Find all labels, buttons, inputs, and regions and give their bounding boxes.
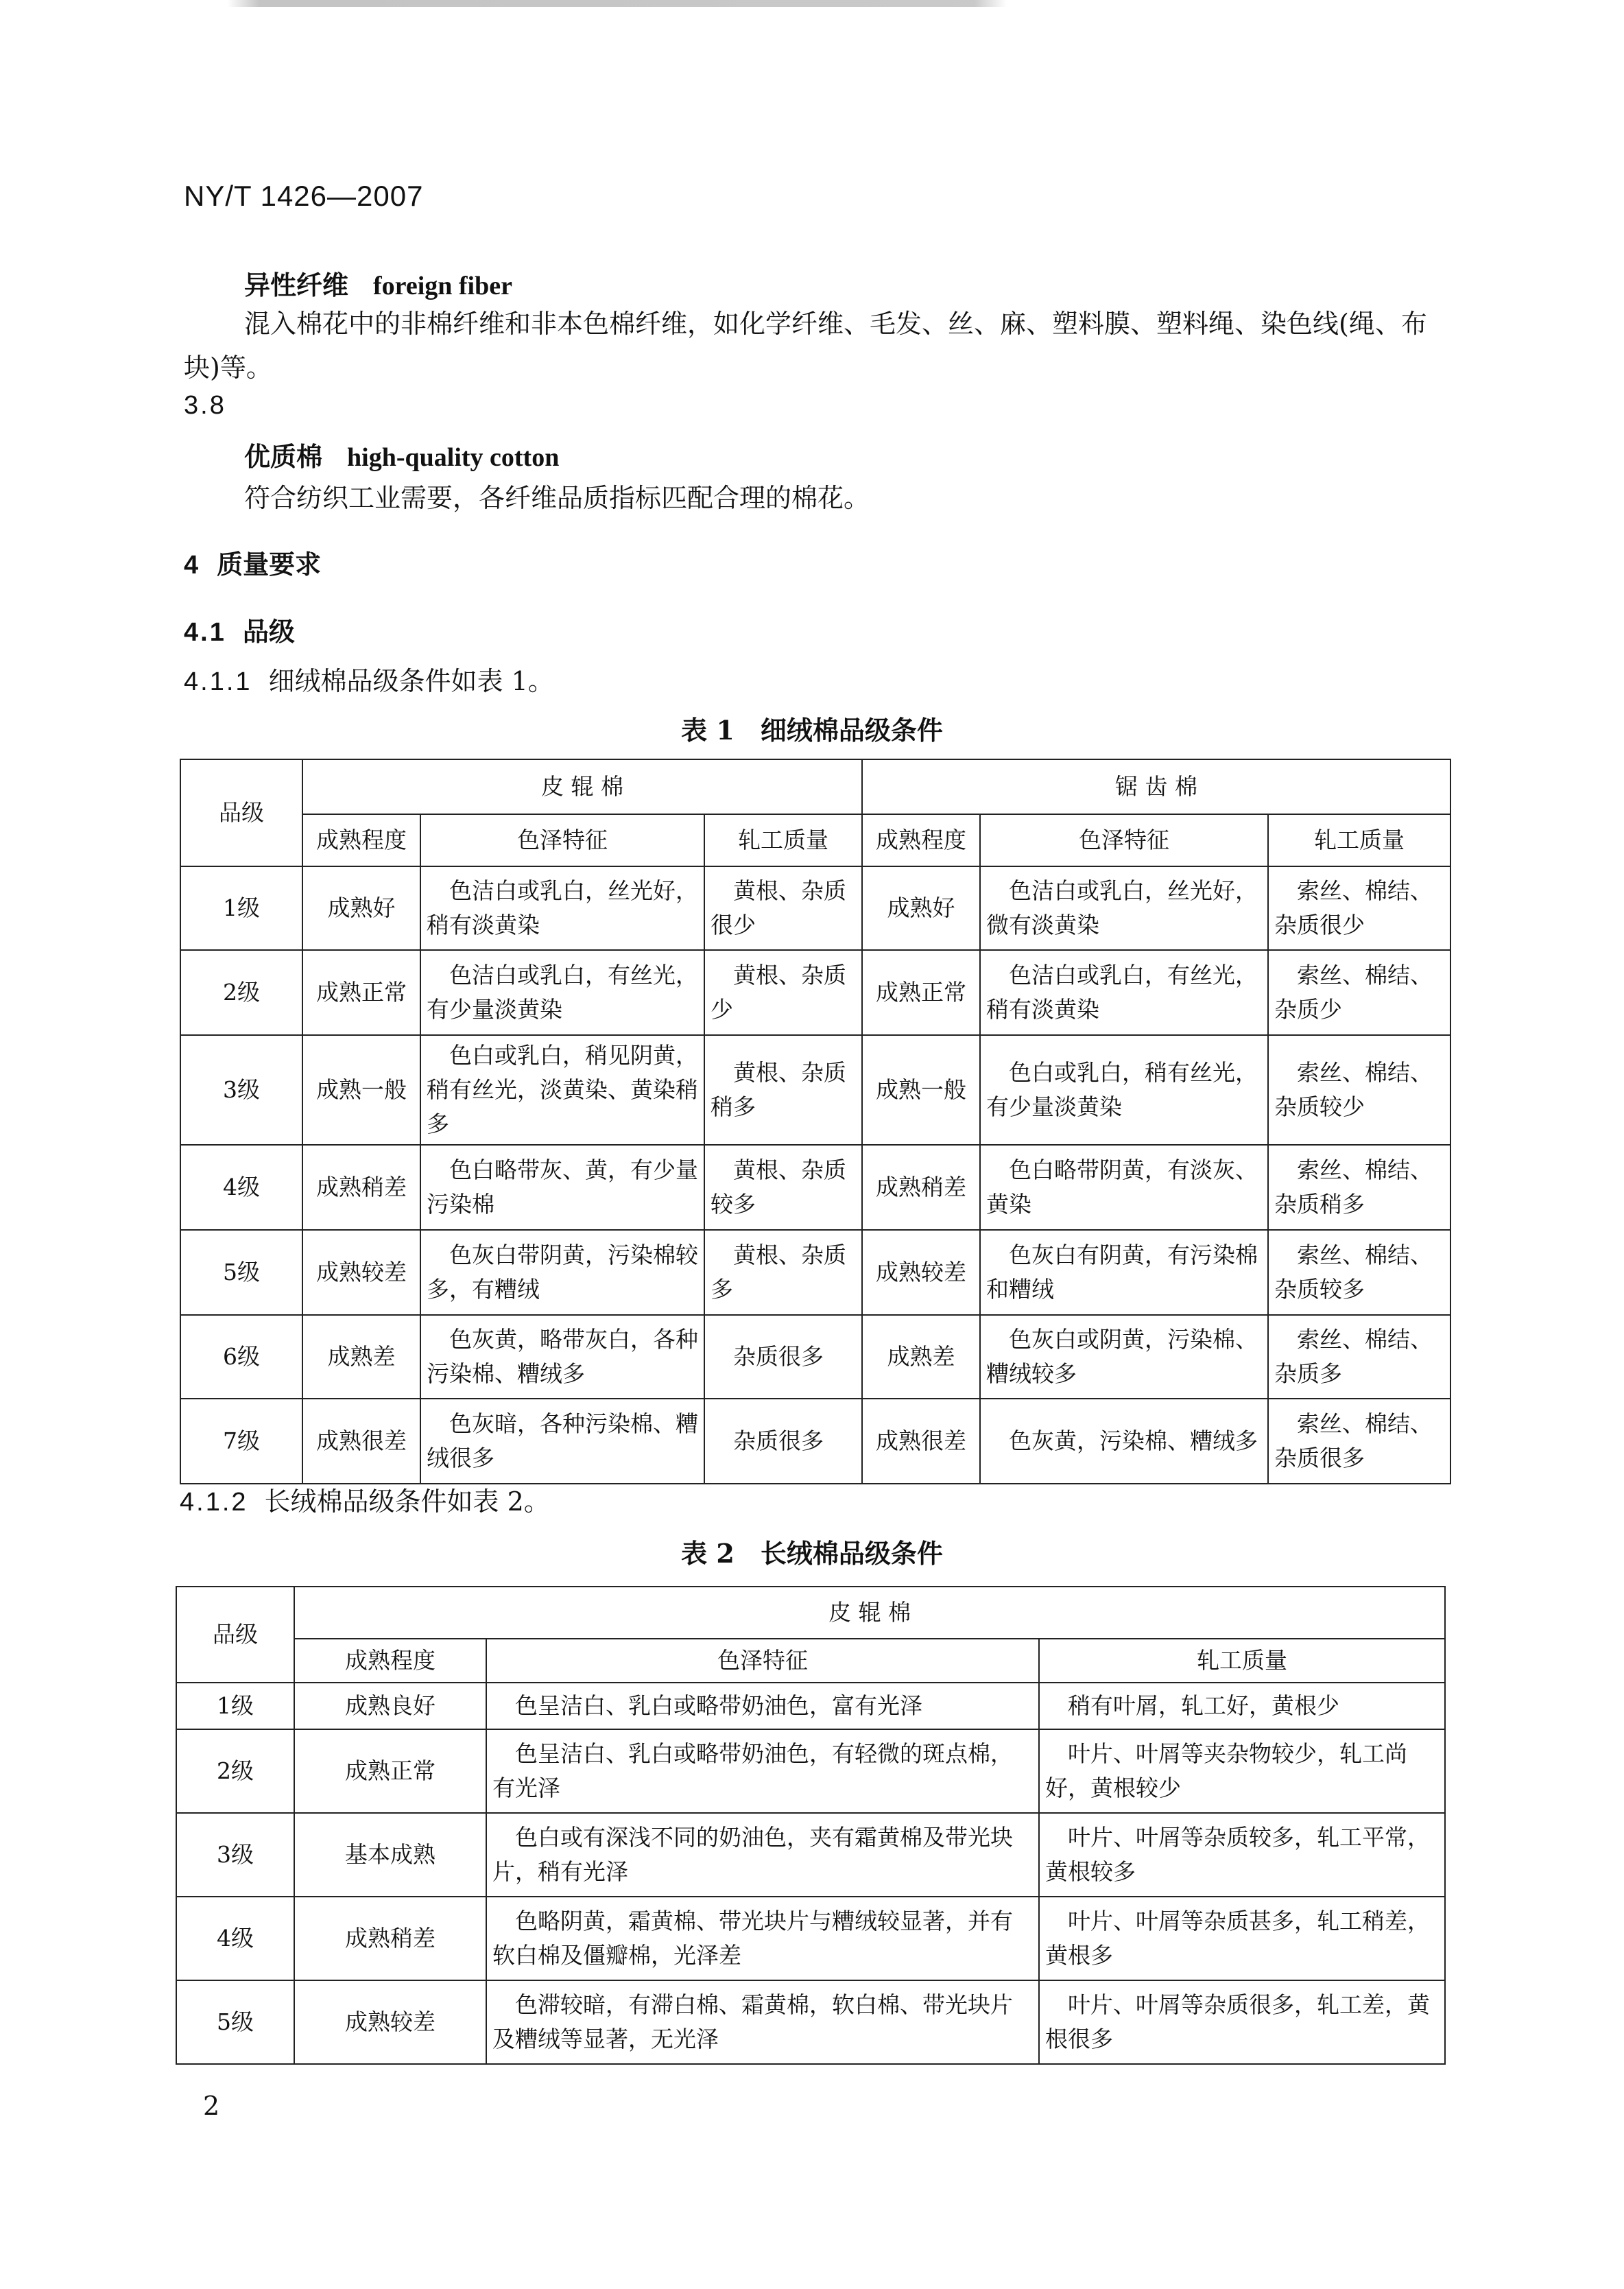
- table-cell-r-mat: 成熟很差: [302, 1399, 420, 1484]
- table-cell-r-color: 色灰暗，各种污染棉、糟绒很多: [420, 1399, 704, 1484]
- table-cell-s-gin: 索丝、棉结、杂质少: [1268, 950, 1450, 1035]
- term-foreign-fiber: [244, 264, 512, 302]
- table-cell-r-color: 色白略带灰、黄，有少量污染棉: [420, 1145, 704, 1230]
- table-cell-mat: 成熟较差: [294, 1980, 486, 2064]
- subsection-heading: [184, 610, 295, 648]
- section-number: 4.1: [184, 618, 226, 647]
- term-high-quality-cotton: [244, 436, 559, 473]
- table-cell-grade: 1级: [180, 866, 302, 950]
- table-cell-grade: 3级: [176, 1813, 294, 1897]
- col-maturity: 成熟程度: [862, 814, 980, 866]
- clause-number: 4.1.1: [184, 667, 252, 696]
- table-cell-s-color: 色白略带阴黄，有淡灰、黄染: [980, 1145, 1268, 1230]
- scan-top-edge: [0, 0, 1624, 7]
- grade-header: 品级: [176, 1587, 294, 1683]
- grade-header: 品级: [180, 759, 302, 866]
- clause-number: 4.1.2: [180, 1488, 248, 1517]
- table-row: [176, 1729, 1445, 1813]
- table-cell-r-gin: 黄根、杂质较多: [704, 1145, 862, 1230]
- table-row: [176, 1897, 1445, 1980]
- table-cell-grade: 6级: [180, 1315, 302, 1399]
- table-cell-s-mat: 成熟差: [862, 1315, 980, 1399]
- table2-caption: 表 2 长绒棉品级条件: [681, 1538, 943, 1569]
- table-cell-s-gin: 索丝、棉结、杂质很多: [1268, 1399, 1450, 1484]
- section-title: 品级: [242, 616, 295, 647]
- table-cell-r-mat: 成熟差: [302, 1315, 420, 1399]
- table-cell-mat: 成熟正常: [294, 1729, 486, 1813]
- term-en: high-quality cotton: [347, 443, 560, 472]
- table-cell-r-mat: 成熟一般: [302, 1035, 420, 1145]
- roller-ginned-header: 皮 辊 棉: [302, 759, 862, 814]
- table-cell-gin: 叶片、叶屑等杂质甚多，轧工稍差，黄根多: [1039, 1897, 1445, 1980]
- table-cell-r-mat: 成熟正常: [302, 950, 420, 1035]
- table-cell-s-color: 色白或乳白，稍有丝光，有少量淡黄染: [980, 1035, 1268, 1145]
- table-row: [180, 1399, 1450, 1484]
- table-cell-color: 色略阴黄，霜黄棉、带光块片与糟绒较显著，并有软白棉及僵瓣棉，光泽差: [486, 1897, 1039, 1980]
- table-cell-r-color: 色白或乳白，稍见阴黄，稍有丝光，淡黄染、黄染稍多: [420, 1035, 704, 1145]
- col-ginning: 轧工质量: [1268, 814, 1450, 866]
- table-cell-s-mat: 成熟一般: [862, 1035, 980, 1145]
- term-en: foreign fiber: [373, 272, 512, 300]
- term-cn: 优质棉: [244, 441, 323, 472]
- col-ginning: 轧工质量: [704, 814, 862, 866]
- col-maturity: 成熟程度: [294, 1639, 486, 1683]
- table-cell-grade: 3级: [180, 1035, 302, 1145]
- section-number: 4: [184, 551, 201, 580]
- col-color: 色泽特征: [486, 1639, 1039, 1683]
- table-cell-r-gin: 黄根、杂质多: [704, 1230, 862, 1315]
- table-cell-gin: 叶片、叶屑等杂质较多，轧工平常，黄根较多: [1039, 1813, 1445, 1897]
- col-maturity: 成熟程度: [302, 814, 420, 866]
- table-cell-gin: 叶片、叶屑等杂质很多，轧工差，黄根很多: [1039, 1980, 1445, 2064]
- table-cell-s-color: 色灰白有阴黄，有污染棉和糟绒: [980, 1230, 1268, 1315]
- table-cell-r-mat: 成熟好: [302, 866, 420, 950]
- term-cn: 异性纤维: [244, 270, 349, 300]
- table-cell-s-gin: 索丝、棉结、杂质较少: [1268, 1035, 1450, 1145]
- clause-411: [184, 660, 554, 698]
- table-cell-s-gin: 索丝、棉结、杂质较多: [1268, 1230, 1450, 1315]
- table-row: [176, 1813, 1445, 1897]
- table-cell-s-mat: 成熟好: [862, 866, 980, 950]
- table-cell-color: 色呈洁白、乳白或略带奶油色，有轻微的斑点棉，有光泽: [486, 1729, 1039, 1813]
- table-cell-r-gin: 黄根、杂质少: [704, 950, 862, 1035]
- table-cell-r-color: 色灰白带阴黄，污染棉较多，有糟绒: [420, 1230, 704, 1315]
- table-cell-r-mat: 成熟稍差: [302, 1145, 420, 1230]
- table-cell-grade: 5级: [176, 1980, 294, 2064]
- table-cell-s-mat: 成熟正常: [862, 950, 980, 1035]
- table-cell-r-gin: 黄根、杂质很少: [704, 866, 862, 950]
- table-row: [180, 1145, 1450, 1230]
- table-cell-grade: 4级: [176, 1897, 294, 1980]
- table-cell-r-mat: 成熟较差: [302, 1230, 420, 1315]
- col-ginning: 轧工质量: [1039, 1639, 1445, 1683]
- table-cell-r-color: 色灰黄，略带灰白，各种污染棉、糟绒多: [420, 1315, 704, 1399]
- table-cell-r-color: 色洁白或乳白，有丝光，有少量淡黄染: [420, 950, 704, 1035]
- table-cell-s-gin: 索丝、棉结、杂质稍多: [1268, 1145, 1450, 1230]
- clause-text: 细绒棉品级条件如表 1。: [268, 666, 554, 696]
- col-color: 色泽特征: [980, 814, 1268, 866]
- clause-412: [180, 1480, 550, 1518]
- table-cell-s-color: 色洁白或乳白，丝光好，微有淡黄染: [980, 866, 1268, 950]
- table-cell-grade: 2级: [176, 1729, 294, 1813]
- table-row: [176, 1683, 1445, 1729]
- standard-number: NY/T 1426—2007: [184, 180, 424, 212]
- table-row: [180, 950, 1450, 1035]
- definition-text: 符合纺织工业需要，各纤维品质指标匹配合理的棉花。: [244, 483, 870, 513]
- saw-ginned-header: 锯 齿 棉: [862, 759, 1450, 814]
- table-cell-mat: 成熟良好: [294, 1683, 486, 1729]
- table-cell-gin: 叶片、叶屑等夹杂物较少，轧工尚好，黄根较少: [1039, 1729, 1445, 1813]
- table-cell-mat: 基本成熟: [294, 1813, 486, 1897]
- table-cell-s-color: 色灰黄，污染棉、糟绒多: [980, 1399, 1268, 1484]
- table-cell-s-color: 色灰白或阴黄，污染棉、糟绒较多: [980, 1315, 1268, 1399]
- table-cell-color: 色白或有深浅不同的奶油色，夹有霜黄棉及带光块片，稍有光泽: [486, 1813, 1039, 1897]
- page-number: 2: [203, 2091, 220, 2121]
- table-cell-color: 色滞较暗，有滞白棉、霜黄棉，软白棉、带光块片及糟绒等显著，无光泽: [486, 1980, 1039, 2064]
- section-heading: [184, 543, 321, 581]
- table-cell-gin: 稍有叶屑，轧工好，黄根少: [1039, 1683, 1445, 1729]
- table1-caption: 表 1 细绒棉品级条件: [681, 715, 943, 746]
- table-cell-s-mat: 成熟稍差: [862, 1145, 980, 1230]
- table2: [176, 1586, 1446, 2065]
- clause-text: 长绒棉品级条件如表 2。: [264, 1486, 550, 1517]
- table-cell-grade: 4级: [180, 1145, 302, 1230]
- table-cell-grade: 1级: [176, 1683, 294, 1729]
- table-cell-r-color: 色洁白或乳白，丝光好，稍有淡黄染: [420, 866, 704, 950]
- table-cell-grade: 5级: [180, 1230, 302, 1315]
- table-cell-grade: 2级: [180, 950, 302, 1035]
- table-cell-r-gin: 杂质很多: [704, 1399, 862, 1484]
- table-row: [180, 1230, 1450, 1315]
- table-row: [180, 866, 1450, 950]
- table-cell-s-gin: 索丝、棉结、杂质很少: [1268, 866, 1450, 950]
- table-cell-grade: 7级: [180, 1399, 302, 1484]
- table-cell-s-mat: 成熟较差: [862, 1230, 980, 1315]
- table-cell-color: 色呈洁白、乳白或略带奶油色，富有光泽: [486, 1683, 1039, 1729]
- roller-ginned-header: 皮 辊 棉: [294, 1587, 1445, 1639]
- col-color: 色泽特征: [420, 814, 704, 866]
- table-row: [176, 1980, 1445, 2064]
- clause-number: 3.8: [184, 391, 226, 420]
- table1: [180, 759, 1451, 1484]
- definition-text: 混入棉花中的非棉纤维和非本色棉纤维，如化学纤维、毛发、丝、麻、塑料膜、塑料绳、染色线(绳、布块)等。: [184, 309, 1427, 383]
- table-row: [180, 1315, 1450, 1399]
- table-cell-s-gin: 索丝、棉结、杂质多: [1268, 1315, 1450, 1399]
- table-cell-s-mat: 成熟很差: [862, 1399, 980, 1484]
- table-cell-mat: 成熟稍差: [294, 1897, 486, 1980]
- table-cell-r-gin: 黄根、杂质稍多: [704, 1035, 862, 1145]
- table-row: [180, 1035, 1450, 1145]
- section-title: 质量要求: [217, 549, 322, 580]
- table-cell-s-color: 色洁白或乳白，有丝光，稍有淡黄染: [980, 950, 1268, 1035]
- table-cell-r-gin: 杂质很多: [704, 1315, 862, 1399]
